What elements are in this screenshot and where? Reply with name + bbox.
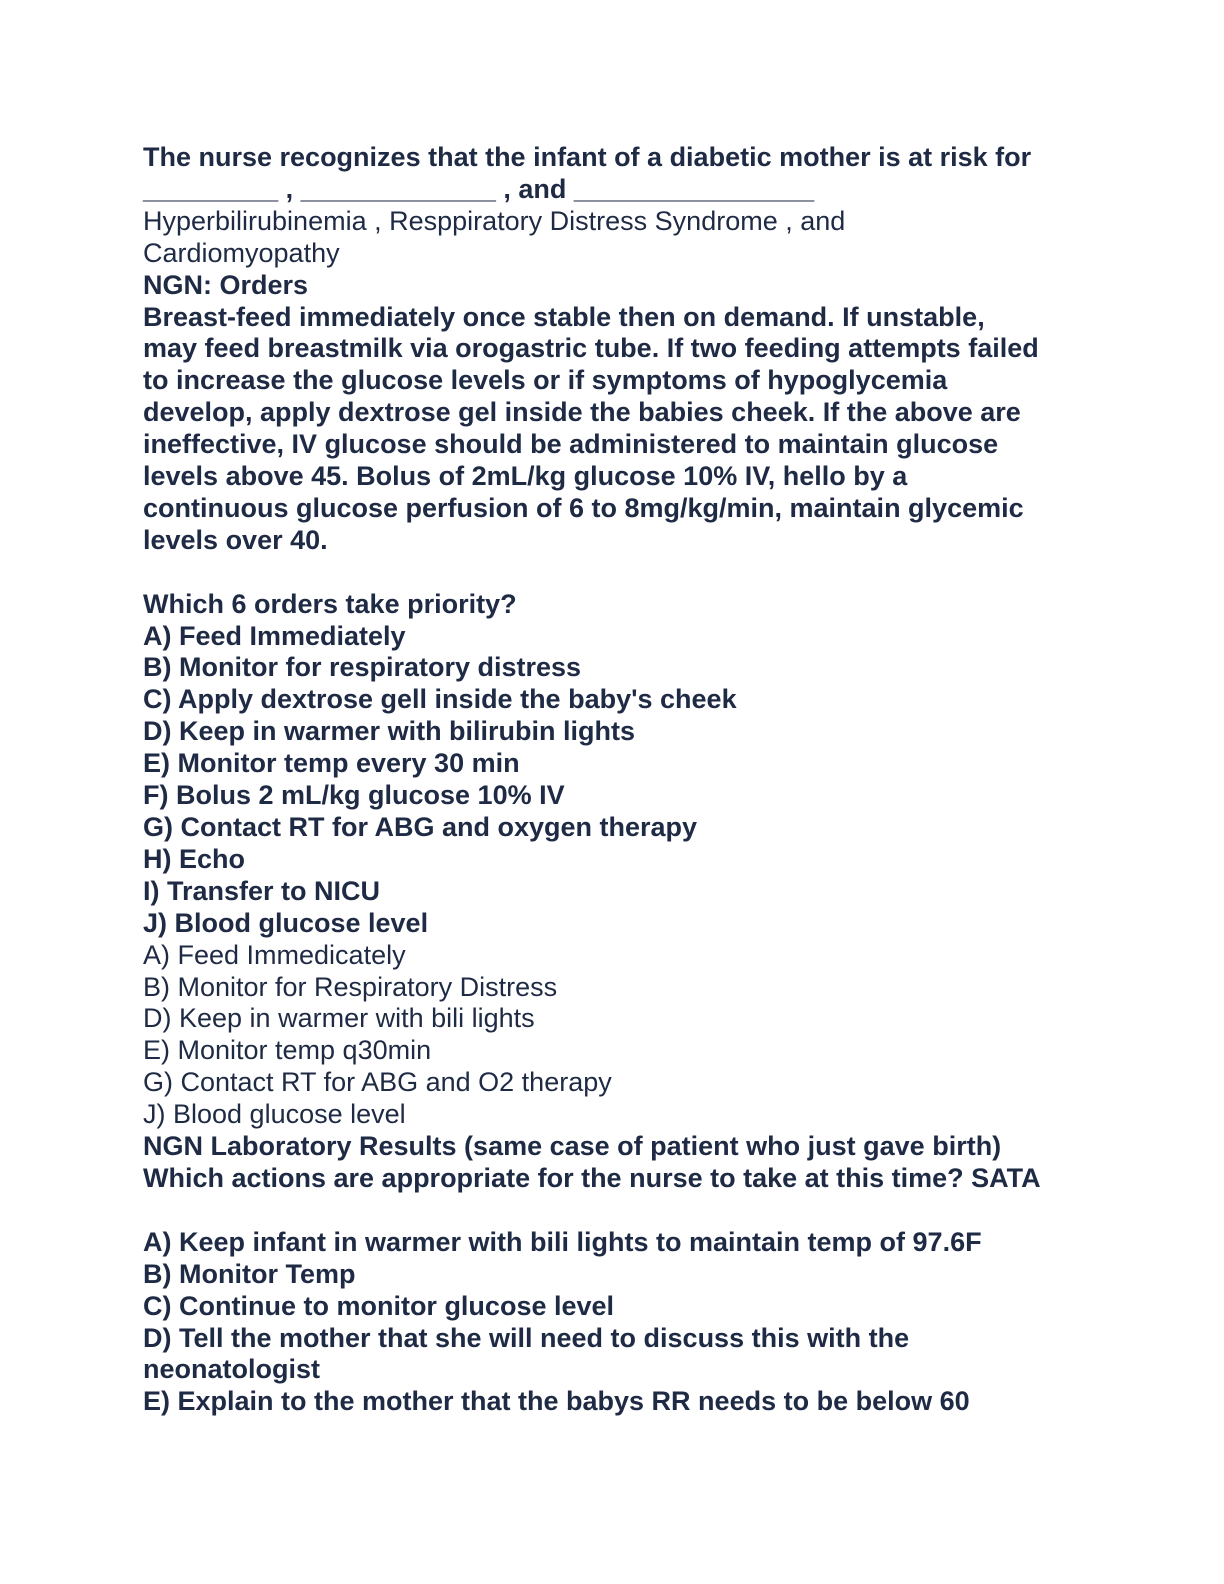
question2-answer: B) Monitor for Respiratory Distress [143, 971, 558, 1002]
orders-paragraph-line: to increase the glucose levels or if symptoms of hypoglycemia [143, 365, 948, 396]
question2-option: B) Monitor for respiratory distress [143, 652, 582, 683]
question2-option: J) Blood glucose level [143, 907, 429, 938]
question2-option: D) Keep in warmer with bilirubin lights [143, 716, 636, 747]
question2-answer: J) Blood glucose level [143, 1099, 406, 1130]
question2-answer: A) Feed Immedicately [143, 939, 406, 970]
orders-paragraph-line: levels above 45. Bolus of 2mL/kg glucose 10% IV, hello by a [143, 461, 908, 492]
question2-option: C) Apply dextrose gell inside the baby's cheek [143, 684, 737, 715]
question2-option: A) Feed Immediately [143, 620, 406, 651]
orders-paragraph-line: develop, apply dextrose gel inside the babies cheek. If the above are [143, 397, 1021, 428]
question2-option: I) Transfer to NICU [143, 875, 381, 906]
question3-option: D) Tell the mother that she will need to discuss this with the [143, 1322, 910, 1353]
question1-answer-line2: Cardiomyopathy [143, 237, 340, 268]
question2-prompt: Which 6 orders take priority? [143, 588, 517, 619]
question1-blanks: _________ , _____________ , and ________________ [143, 173, 815, 204]
orders-paragraph-line: levels over 40. [143, 524, 328, 555]
orders-paragraph-line: Breast-feed immediately once stable then on demand. If unstable, [143, 301, 985, 332]
question3-prompt: Which actions are appropriate for the nurse to take at this time? SATA [143, 1162, 1041, 1193]
question3-option: E) Explain to the mother that the babys RR needs to be below 60 [143, 1386, 970, 1417]
question1-prompt-line1: The nurse recognizes that the infant of a diabetic mother is at risk for [143, 142, 1032, 172]
question3-option: neonatologist [143, 1354, 320, 1385]
question3-option: A) Keep infant in warmer with bili lights to maintain temp of 97.6F [143, 1226, 982, 1257]
orders-heading: NGN: Orders [143, 269, 309, 300]
question3-option: B) Monitor Temp [143, 1258, 356, 1289]
orders-paragraph-line: may feed breastmilk via orogastric tube. If two feeding attempts failed [143, 333, 1039, 364]
question3-heading: NGN Laboratory Results (same case of patient who just gave birth) [143, 1131, 1002, 1162]
question2-option: G) Contact RT for ABG and oxygen therapy [143, 812, 698, 843]
question3-option: C) Continue to monitor glucose level [143, 1290, 615, 1321]
question2-answer: D) Keep in warmer with bili lights [143, 1003, 535, 1034]
question2-option: E) Monitor temp every 30 min [143, 748, 520, 779]
spacer [143, 1195, 1143, 1227]
spacer [143, 557, 1143, 589]
question2-answer: G) Contact RT for ABG and O2 therapy [143, 1067, 612, 1098]
question2-option: H) Echo [143, 843, 246, 874]
document-page [143, 142, 1143, 1418]
orders-paragraph-line: continuous glucose perfusion of 6 to 8mg/kg/min, maintain glycemic [143, 492, 1024, 523]
question2-option: F) Bolus 2 mL/kg glucose 10% IV [143, 780, 565, 811]
orders-paragraph-line: ineffective, IV glucose should be administered to maintain glucose [143, 429, 999, 460]
question2-answer: E) Monitor temp q30min [143, 1035, 432, 1066]
question1-answer-line1: Hyperbilirubinemia , Resppiratory Distress Syndrome , and [143, 205, 846, 236]
